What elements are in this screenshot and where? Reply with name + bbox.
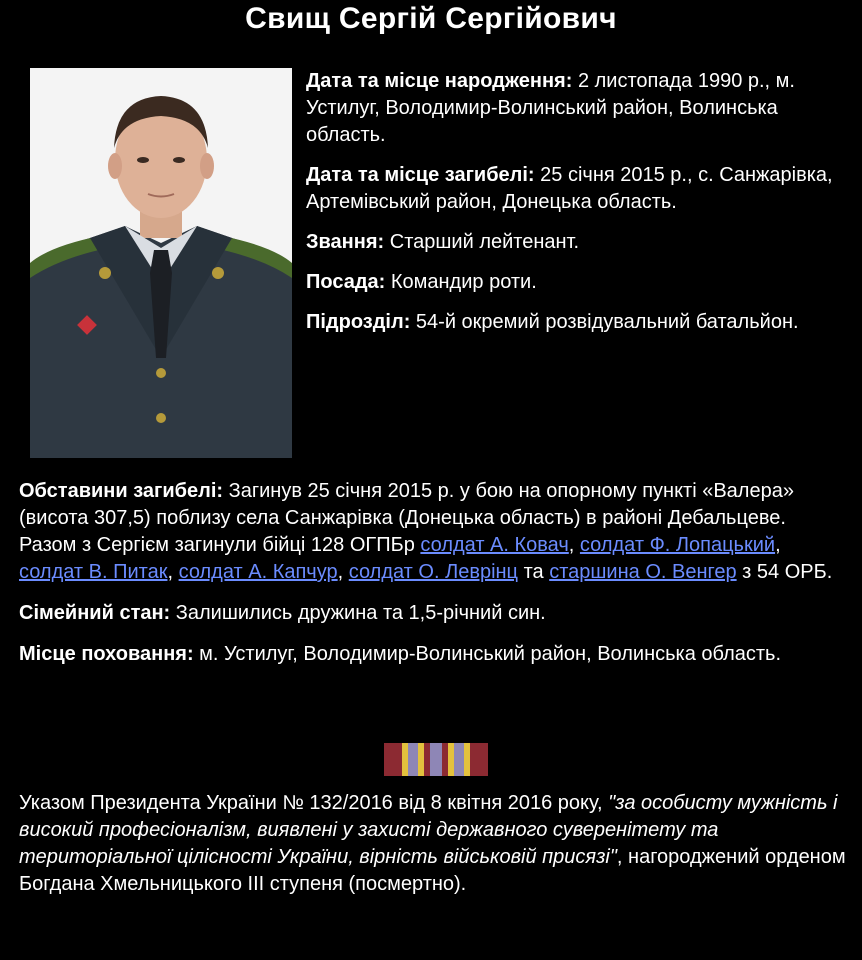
separator: ,	[167, 561, 174, 583]
award-decree	[19, 790, 849, 898]
portrait-photo	[30, 68, 292, 458]
decree-outro: , нагороджений орденом Богдана Хмельницького III ступеня (посмертно).	[19, 846, 846, 895]
burial-row	[19, 641, 847, 668]
birth-row	[306, 68, 846, 149]
page-title: Свищ Сергій Сергійович	[245, 2, 617, 35]
circumstances-label: Обставини загибелі:	[19, 480, 224, 502]
link-sergeant-venger[interactable]: старшина О. Венгер	[549, 561, 737, 583]
circumstances-text: Загинув 25 січня 2015 р. у бою на опорному пункті «Валера» (висота 307,5) поблизу села Санжарівка (Донецька область) в районі Дебальцеве. Разом з Сергієм загинули бійці 128 ОГПБр	[19, 480, 794, 556]
award-ribbon-icon	[384, 743, 488, 776]
death-label: Дата та місце загибелі:	[306, 164, 535, 186]
link-soldier-levrints[interactable]: солдат О. Леврінц	[348, 561, 519, 583]
rank-label: Звання:	[306, 231, 385, 253]
position-row	[306, 269, 846, 296]
unit-value: 54-й окремий розвідувальний батальйон.	[415, 311, 799, 333]
link-soldier-kapchur[interactable]: солдат А. Капчур	[178, 561, 338, 583]
link-soldier-pytak[interactable]: солдат В. Питак	[19, 561, 168, 583]
separator: ,	[568, 534, 575, 556]
link-soldier-lopatskyi[interactable]: солдат Ф. Лопацький	[579, 534, 776, 556]
family-row	[19, 600, 847, 627]
circumstances-tail: з 54 ОРБ.	[742, 561, 833, 583]
decree-quote: "за особисту мужність і високий професіоналізм, виявлені у захисті державного суверенітету та територіальної цілісності України, вірність військовій присязі"	[19, 792, 838, 868]
birth-value: 2 листопада 1990 р., м. Устилуг, Володимир-Волинський район, Волинська область.	[306, 70, 795, 146]
family-value: Залишились дружина та 1,5-річний син.	[175, 602, 546, 624]
death-value: 25 січня 2015 р., с. Санжарівка, Артемівський район, Донецька область.	[306, 164, 833, 213]
decree-intro: Указом Президента України № 132/2016 від 8 квітня 2016 року,	[19, 792, 603, 814]
personal-info	[306, 68, 846, 336]
link-soldier-kovach[interactable]: солдат А. Ковач	[420, 534, 569, 556]
unit-label: Підрозділ:	[306, 311, 411, 333]
separator: ,	[775, 534, 781, 556]
burial-value: м. Устилуг, Володимир-Волинський район, Волинська область.	[199, 643, 782, 665]
family-label: Сімейний стан:	[19, 602, 171, 624]
birth-label: Дата та місце народження:	[306, 70, 573, 92]
circumstances-row	[19, 478, 847, 586]
details-section	[19, 478, 847, 682]
position-label: Посада:	[306, 271, 386, 293]
rank-value: Старший лейтенант.	[389, 231, 580, 253]
separator: ,	[337, 561, 344, 583]
burial-label: Місце поховання:	[19, 643, 194, 665]
position-value: Командир роти.	[390, 271, 537, 293]
conjunction: та	[523, 561, 544, 583]
rank-row	[306, 229, 846, 256]
death-row	[306, 162, 846, 216]
unit-row	[306, 309, 846, 336]
